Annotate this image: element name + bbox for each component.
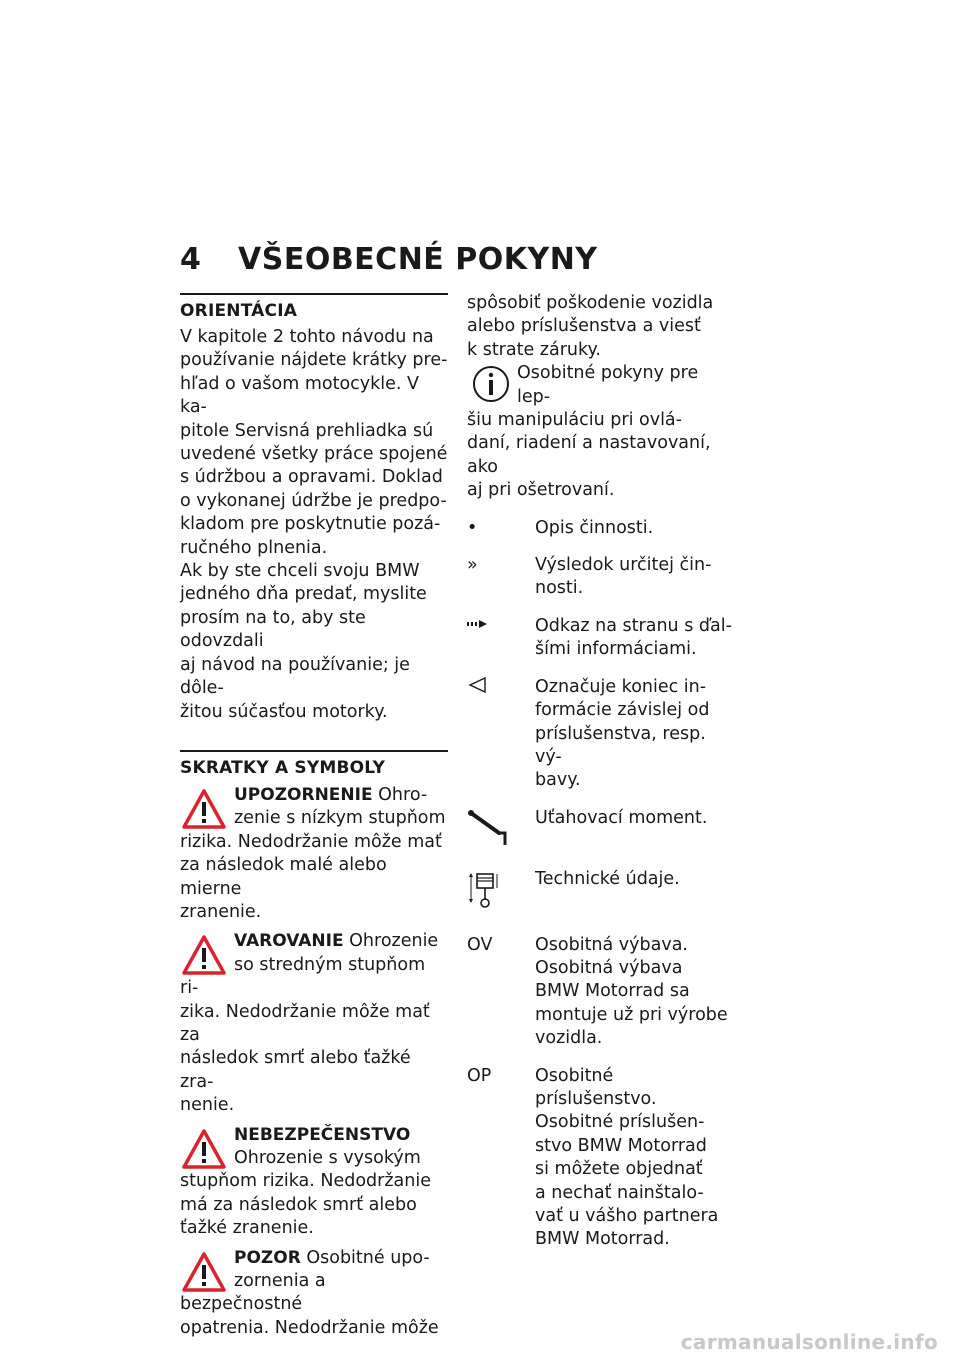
info-icon [471,364,511,404]
bullet-symbol: • [467,517,478,538]
legend-row: » Výsledok určitej čin- nosti. [467,554,733,601]
end-of-accessory-info-icon [467,676,489,694]
warning-label: VAROVANIE [234,931,344,952]
left-column [180,293,448,1340]
info-note: Osobitné pokyny pre lep- šiu manipuláciu pri ovlá- daní, riadení a nastavovaní, ako aj pri ošetrovaní. [467,363,711,501]
legend-row: Uťahovací moment. [467,807,733,854]
orientation-text: V kapitole 2 tohto návodu na používanie nájdete krátky pre- hľad o vašom motocykle. V ka- pitole Servisná prehliadka sú uvedené všetky práce spojené s údržbou a opravami. Doklad o vykonanej údržbe je predpo- kladom pre poskytnutie pozá- ručného plnenia. Ak by ste chceli svoju BMW jedného dňa predať, myslite prosím na to, aby ste odovzdali aj návod na používanie; je dôle- žitou súčasťou motorky. [180,327,448,722]
warning-label: POZOR [234,1247,301,1268]
legend-row: OP Osobitné príslušenstvo. Osobitné príslušen- stvo BMW Motorrad si môžete objednať a nechať nainštalo- vať u vášho partnera BMW Motorrad. [467,1065,733,1252]
torque-wrench-icon [467,807,511,847]
result-symbol: » [467,555,478,576]
section-rule [180,750,448,752]
section-heading-symbols: SKRATKY A SYMBOLY [180,757,386,778]
legend-row: • Opis činnosti. [467,517,733,540]
legend-row: OV Osobitná výbava. Osobitná výbava BMW Motorrad sa montuje už pri výrobe vozidla. [467,934,733,1051]
warning-label: NEBEZPEČENSTVO [234,1124,411,1145]
section-heading-orientation: ORIENTÁCIA [180,301,298,321]
page-title [180,242,598,277]
warning-caution: POZOR Osobitné upo- zornenia a bezpečnostné opatrenia. Nedodržanie môže [180,1247,439,1338]
warning-notice: UPOZORNENIE Ohro- zenie s nízkym stupňom rizika. Nedodržanie môže mať za následok malé alebo mierne zranenie. [180,784,446,922]
chapter-number: 4 [180,242,202,277]
legend-row: Označuje koniec in- formácie závislej od príslušenstva, resp. vý- bavy. [467,676,733,793]
optional-accessory-abbr: OP [467,1065,492,1086]
legend-row: Odkaz na stranu s ďal- šími informáciami. [467,615,733,662]
warning-label: UPOZORNENIE [234,784,373,805]
warning-warning: VAROVANIE Ohrozenie so stredným stupňom ri- zika. Nedodržanie môže mať za následok smrť alebo ťažké zra- nenie. [180,931,439,1116]
watermark: carmanualsonline.info [680,1330,938,1354]
warning-triangle-icon [182,788,226,830]
page-reference-arrow-icon [467,617,491,631]
technical-data-piston-icon [467,868,501,912]
section-rule [180,293,448,295]
legend-row: Technické údaje. [467,868,733,919]
optional-equipment-abbr: OV [467,934,493,955]
warning-danger: NEBEZPEČENSTVO Ohrozenie s vysokým stupňom rizika. Nedodržanie má za následok smrť alebo ťažké zranenie. [180,1124,431,1239]
warning-triangle-icon [182,1128,226,1170]
continuation-text: spôsobiť poškodenie vozidla alebo príslušenstva a viesť k strate záruky. [467,293,714,360]
warning-triangle-icon [182,1251,226,1293]
warning-triangle-icon [182,934,226,976]
chapter-title: VŠEOBECNÉ POKYNY [238,242,598,277]
right-column [467,292,733,1252]
